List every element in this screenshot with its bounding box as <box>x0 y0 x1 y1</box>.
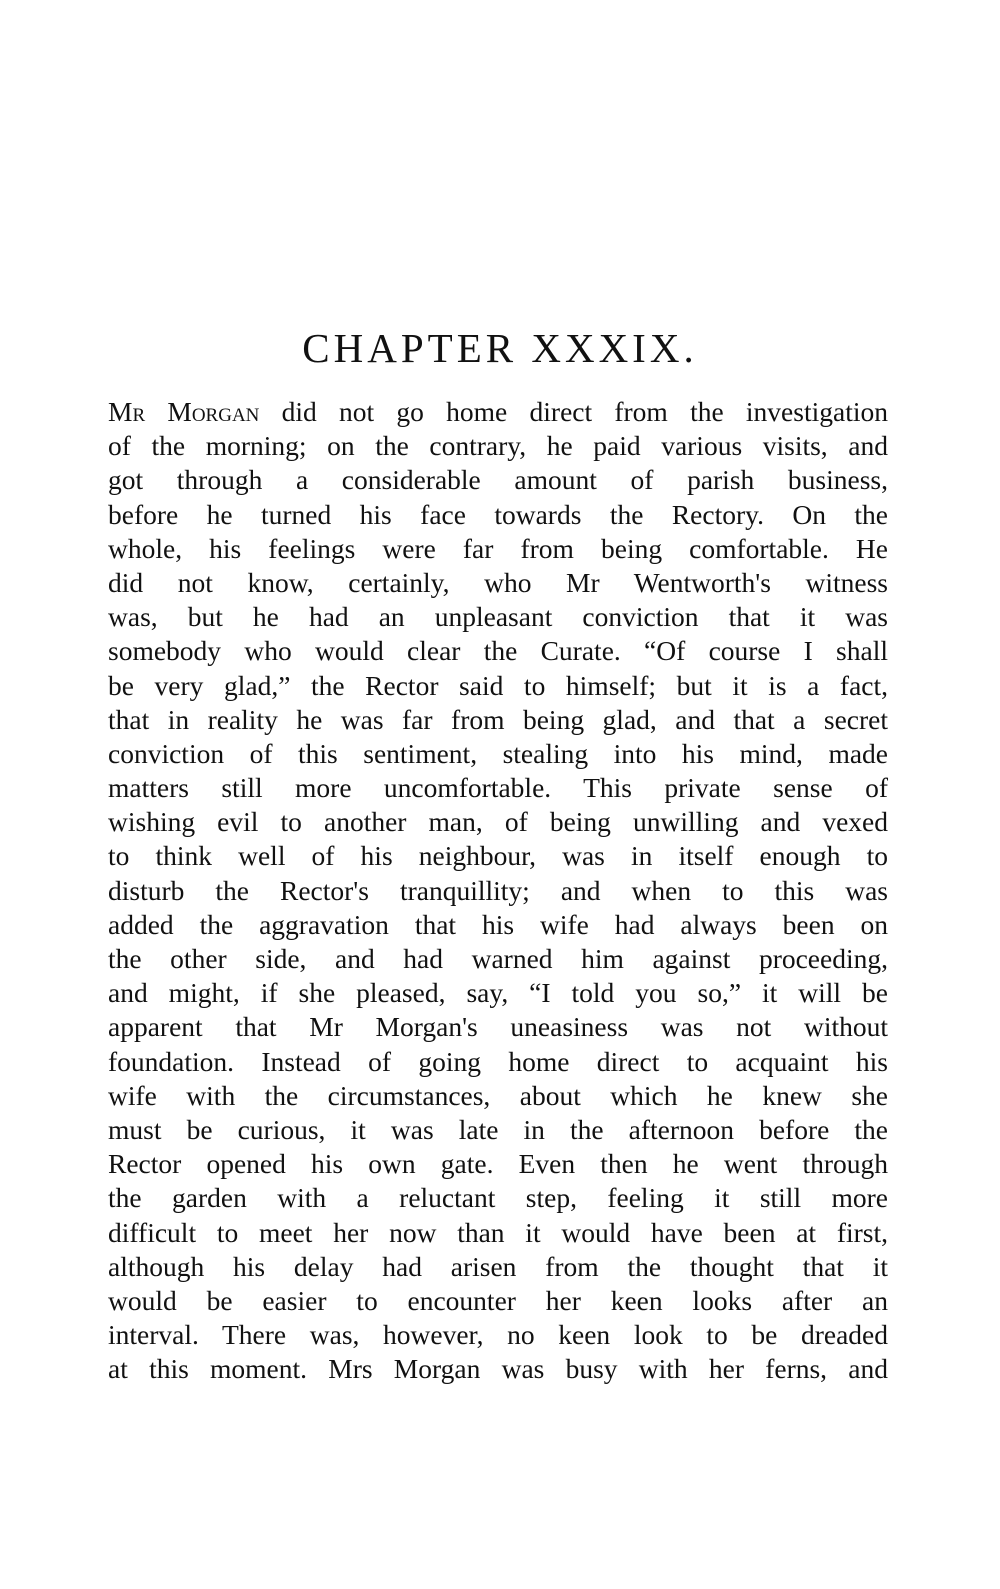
text-line: interval. There was, however, no keen look to be dreaded <box>108 1319 888 1351</box>
text-line: and might, if she pleased, say, “I told you so,” it will be <box>108 977 888 1009</box>
text-line: wife with the circumstances, about which he knew she <box>108 1079 888 1111</box>
text-line: difficult to meet her now than it would have been at first, <box>108 1216 888 1248</box>
text-line: must be curious, it was late in the afternoon before the <box>108 1113 888 1145</box>
text-line: to think well of his neighbour, was in itself enough to <box>108 840 888 872</box>
text-line: foundation. Instead of going home direct to acquaint his <box>108 1045 888 1077</box>
text-line: that in reality he was far from being glad, and that a secret <box>108 703 888 735</box>
text-line: added the aggravation that his wife had always been on <box>108 908 888 940</box>
text-line: got through a considerable amount of parish business, <box>108 464 888 496</box>
text-line: Rector opened his own gate. Even then he went through <box>108 1148 888 1180</box>
chapter-title: CHAPTER XXXIX. <box>302 325 698 371</box>
text-line: disturb the Rector's tranquillity; and when to this was <box>108 874 888 906</box>
text-line: at this moment. Mrs Morgan was busy with her ferns, and <box>108 1353 888 1385</box>
chapter-body <box>108 395 888 1386</box>
text-line: would be easier to encounter her keen looks after an <box>108 1284 888 1316</box>
text-line: apparent that Mr Morgan's uneasiness was not without <box>108 1011 888 1043</box>
text-line: of the morning; on the contrary, he paid various visits, and <box>108 430 888 462</box>
text-line: matters still more uncomfortable. This private sense of <box>108 772 888 804</box>
text-line: somebody who would clear the Curate. “Of course I shall <box>108 635 888 667</box>
text-line: whole, his feelings were far from being comfortable. He <box>108 532 888 564</box>
opening-small-caps: Mr Morgan <box>108 396 260 427</box>
text-line: be very glad,” the Rector said to himself; but it is a fact, <box>108 669 888 701</box>
text-line <box>108 395 888 429</box>
text-line: although his delay had arisen from the thought that it <box>108 1250 888 1282</box>
text-line: conviction of this sentiment, stealing into his mind, made <box>108 737 888 769</box>
text-line-rest: did not go home direct from the investigation <box>259 396 888 427</box>
text-line: wishing evil to another man, of being unwilling and vexed <box>108 806 888 838</box>
text-line: was, but he had an unpleasant conviction that it was <box>108 601 888 633</box>
text-line: did not know, certainly, who Mr Wentworth's witness <box>108 566 888 598</box>
text-line: the other side, and had warned him against proceeding, <box>108 943 888 974</box>
text-line: before he turned his face towards the Rectory. On the <box>108 498 888 530</box>
text-line: the garden with a reluctant step, feeling it still more <box>108 1182 888 1214</box>
